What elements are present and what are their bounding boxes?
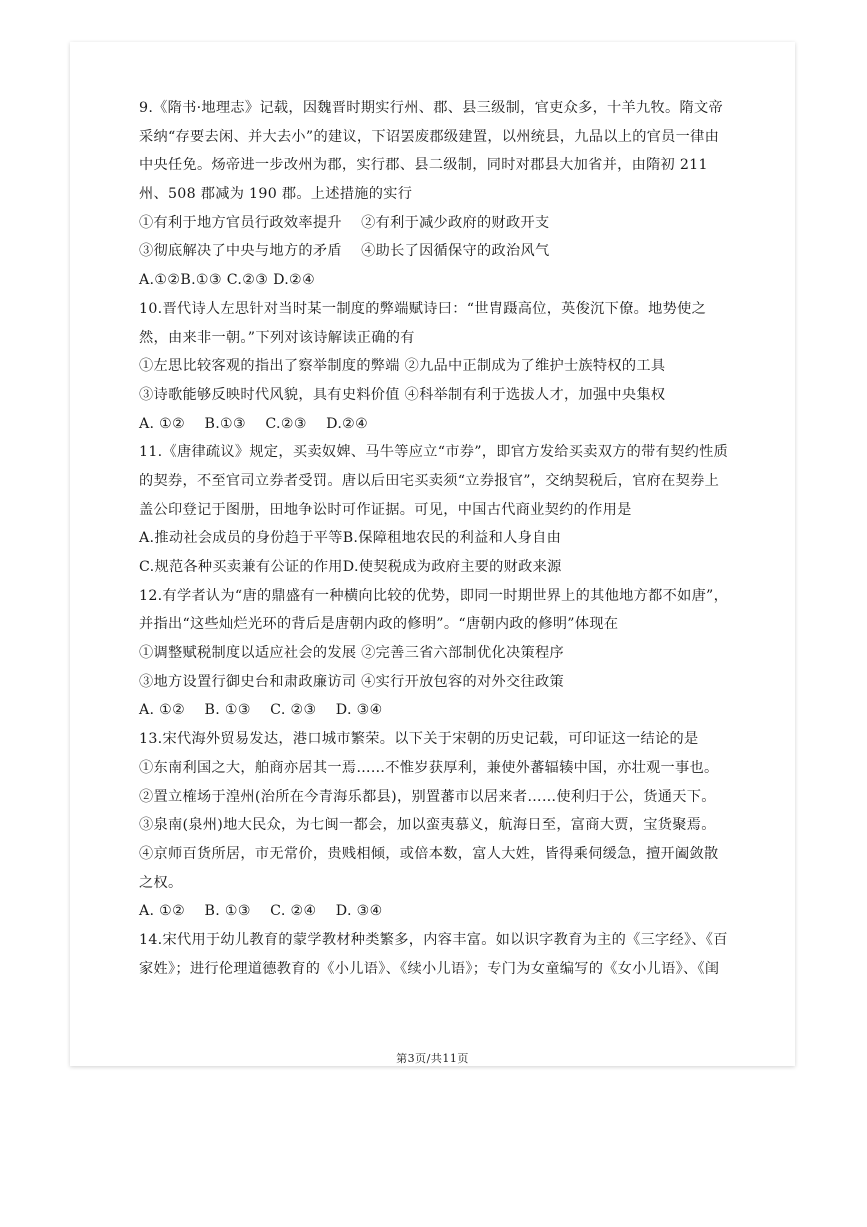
- text-line: 盖公印登记于图册，田地争讼时可作证据。可见，中国古代商业契约的作用是: [139, 501, 632, 518]
- document-page: [70, 42, 795, 1066]
- text-line: 并指出“这些灿烂光环的背后是唐朝内政的修明”。“唐朝内政的修明”体现在: [139, 616, 619, 633]
- text-line: A. ①② B.①③ C.②③ D.②④: [139, 415, 369, 432]
- text-line: 中央任免。炀帝进一步改州为郡，实行郡、县二级制，同时对郡县大加省并，由隋初 211: [139, 157, 708, 174]
- text-line: 然，由来非一朝。”下列对该诗解读正确的有: [139, 329, 415, 346]
- text-line: ③诗歌能够反映时代风貌，具有史料价值 ④科举制有利于选拔人才，加强中央集权: [139, 386, 666, 403]
- text-line: 11.《唐律疏议》规定，买卖奴婢、马牛等应立“市券”，即官方发给买卖双方的带有契约性质: [139, 444, 729, 461]
- text-line: 13.宋代海外贸易发达，港口城市繁荣。以下关于宋朝的历史记载，可印证这一结论的是: [139, 731, 699, 748]
- text-line: A. ①② B. ①③ C. ②④ D. ③④: [139, 903, 383, 920]
- page-number: 第3页/共11页: [396, 1052, 469, 1065]
- text-line: 的契券，不至官司立券者受罚。唐以后田宅买卖须“立券报官”，交纳契税后，官府在契券上: [139, 472, 720, 489]
- text-line: ①左思比较客观的指出了察举制度的弊端 ②九品中正制成为了维护士族特权的工具: [139, 358, 666, 375]
- text-line: 州、508 郡减为 190 郡。上述措施的实行: [139, 186, 413, 203]
- text-line: ②置立榷场于湟州(治所在今青海乐都县)，别置蕃市以居来者……使利归于公，货通天下。: [139, 788, 716, 805]
- text-line: A.①②B.①③ C.②③ D.②④: [139, 272, 316, 289]
- text-line: 家姓》；进行伦理道德教育的《小儿语》、《续小儿语》；专门为女童编写的《女小儿语》、《闺: [139, 960, 720, 977]
- text-line: ③泉南(泉州)地大民众，为七闽一都会，加以蛮夷慕义，航海日至，富商大贾，宝货聚焉。: [139, 817, 716, 834]
- page-content: [139, 94, 731, 983]
- text-line: 12.有学者认为“唐的鼎盛有一种横向比较的优势，即同一时期世界上的其他地方都不如唐”，: [139, 587, 729, 604]
- text-line: 14.宋代用于幼儿教育的蒙学教材种类繁多，内容丰富。如以识字教育为主的《三字经》、《百: [139, 931, 728, 948]
- text-line: 之权。: [139, 874, 183, 891]
- text-line: ①调整赋税制度以适应社会的发展 ②完善三省六部制优化决策程序: [139, 645, 564, 662]
- text-line: ①有利于地方官员行政效率提升 ②有利于减少政府的财政开支: [139, 214, 550, 231]
- text-line: A.推动社会成员的身份趋于平等B.保障租地农民的利益和人身自由: [139, 530, 562, 547]
- text-line: ③彻底解决了中央与地方的矛盾 ④助长了因循保守的政治风气: [139, 243, 550, 260]
- text-line: ④京师百货所居，市无常价，贵贱相倾，或倍本数，富人大姓，皆得乘伺缓急，擅开阖敛散: [139, 845, 719, 862]
- text-line: A. ①② B. ①③ C. ②③ D. ③④: [139, 702, 383, 719]
- text-line: 采纳“存要去闲、并大去小”的建议，下诏罢废郡级建置，以州统县，九品以上的官员一律由: [139, 128, 720, 145]
- text-line: 9.《隋书·地理志》记载，因魏晋时期实行州、郡、县三级制，官吏众多，十羊九牧。隋文帝: [139, 100, 723, 116]
- text-line: 10.晋代诗人左思针对当时某一制度的弊端赋诗曰：“世胄蹑高位，英俊沉下僚。地势使之: [139, 300, 707, 317]
- text-line: C.规范各种买卖兼有公证的作用D.使契税成为政府主要的财政来源: [139, 559, 562, 575]
- text-line: ③地方设置行御史台和肃政廉访司 ④实行开放包容的对外交往政策: [139, 673, 564, 690]
- text-line: ①东南利国之大，舶商亦居其一焉……不惟岁获厚利，兼使外蕃辐辏中国，亦壮观一事也。: [139, 759, 719, 776]
